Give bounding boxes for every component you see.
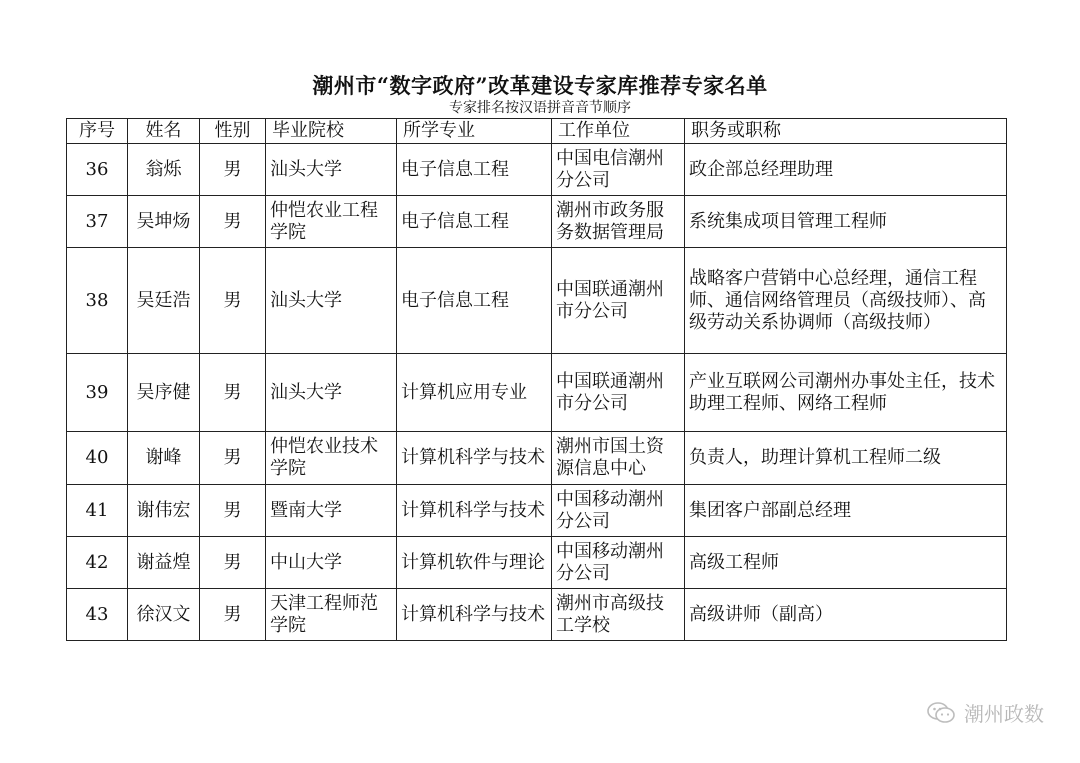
cell-major: 计算机科学与技术 xyxy=(397,589,552,641)
document-subtitle: 专家排名按汉语拼音音节顺序 xyxy=(449,100,631,116)
cell-employer: 潮州市高级技工学校 xyxy=(552,589,685,641)
cell-gender: 男 xyxy=(200,354,266,432)
cell-school: 汕头大学 xyxy=(266,144,397,196)
header-name: 姓名 xyxy=(128,119,200,144)
cell-title: 集团客户部副总经理 xyxy=(685,485,1007,537)
cell-school: 汕头大学 xyxy=(266,248,397,354)
cell-name: 吴序健 xyxy=(128,354,200,432)
cell-employer: 中国电信潮州分公司 xyxy=(552,144,685,196)
cell-major: 计算机软件与理论 xyxy=(397,537,552,589)
cell-major: 计算机应用专业 xyxy=(397,354,552,432)
cell-name: 谢益煌 xyxy=(128,537,200,589)
cell-title: 高级工程师 xyxy=(685,537,1007,589)
table-row xyxy=(67,248,1007,354)
header-index: 序号 xyxy=(67,119,128,144)
table-row xyxy=(67,354,1007,432)
cell-gender: 男 xyxy=(200,144,266,196)
table-row xyxy=(67,485,1007,537)
cell-index: 37 xyxy=(67,196,128,248)
header-employer: 工作单位 xyxy=(552,119,685,144)
cell-title: 政企部总经理助理 xyxy=(685,144,1007,196)
cell-name: 吴廷浩 xyxy=(128,248,200,354)
table-row xyxy=(67,196,1007,248)
cell-major: 电子信息工程 xyxy=(397,144,552,196)
cell-index: 41 xyxy=(67,485,128,537)
cell-school: 仲恺农业技术学院 xyxy=(266,432,397,485)
cell-title: 高级讲师（副高） xyxy=(685,589,1007,641)
cell-name: 徐汉文 xyxy=(128,589,200,641)
cell-major: 计算机科学与技术 xyxy=(397,485,552,537)
cell-school: 汕头大学 xyxy=(266,354,397,432)
cell-title: 战略客户营销中心总经理，通信工程师、通信网络管理员（高级技师）、高级劳动关系协调师（高级技师） xyxy=(685,248,1007,354)
cell-gender: 男 xyxy=(200,248,266,354)
cell-school: 中山大学 xyxy=(266,537,397,589)
header-major: 所学专业 xyxy=(397,119,552,144)
cell-gender: 男 xyxy=(200,196,266,248)
cell-employer: 中国联通潮州市分公司 xyxy=(552,248,685,354)
table-row xyxy=(67,537,1007,589)
cell-title: 产业互联网公司潮州办事处主任，技术助理工程师、网络工程师 xyxy=(685,354,1007,432)
table-row xyxy=(67,589,1007,641)
cell-name: 翁烁 xyxy=(128,144,200,196)
cell-major: 电子信息工程 xyxy=(397,196,552,248)
cell-employer: 中国联通潮州市分公司 xyxy=(552,354,685,432)
document-title: 潮州市“数字政府”改革建设专家库推荐专家名单 xyxy=(312,73,768,98)
cell-title: 负责人，助理计算机工程师二级 xyxy=(685,432,1007,485)
cell-index: 38 xyxy=(67,248,128,354)
cell-employer: 潮州市政务服务数据管理局 xyxy=(552,196,685,248)
expert-table xyxy=(66,118,1007,641)
header-school: 毕业院校 xyxy=(266,119,397,144)
cell-gender: 男 xyxy=(200,589,266,641)
cell-gender: 男 xyxy=(200,537,266,589)
cell-index: 39 xyxy=(67,354,128,432)
cell-gender: 男 xyxy=(200,485,266,537)
watermark-text: 潮州政数 xyxy=(964,702,1044,726)
cell-index: 43 xyxy=(67,589,128,641)
cell-name: 谢伟宏 xyxy=(128,485,200,537)
cell-index: 40 xyxy=(67,432,128,485)
table-header-row xyxy=(67,119,1007,144)
table-row xyxy=(67,144,1007,196)
wechat-icon xyxy=(926,700,956,726)
cell-gender: 男 xyxy=(200,432,266,485)
cell-name: 吴坤炀 xyxy=(128,196,200,248)
cell-title: 系统集成项目管理工程师 xyxy=(685,196,1007,248)
cell-index: 36 xyxy=(67,144,128,196)
cell-name: 谢峰 xyxy=(128,432,200,485)
header-gender: 性别 xyxy=(200,119,266,144)
cell-school: 仲恺农业工程学院 xyxy=(266,196,397,248)
cell-employer: 潮州市国土资源信息中心 xyxy=(552,432,685,485)
cell-employer: 中国移动潮州分公司 xyxy=(552,485,685,537)
cell-major: 计算机科学与技术 xyxy=(397,432,552,485)
cell-major: 电子信息工程 xyxy=(397,248,552,354)
table-row xyxy=(67,432,1007,485)
cell-school: 天津工程师范学院 xyxy=(266,589,397,641)
cell-index: 42 xyxy=(67,537,128,589)
header-title: 职务或职称 xyxy=(685,119,1007,144)
cell-school: 暨南大学 xyxy=(266,485,397,537)
cell-employer: 中国移动潮州分公司 xyxy=(552,537,685,589)
watermark xyxy=(926,698,1044,727)
